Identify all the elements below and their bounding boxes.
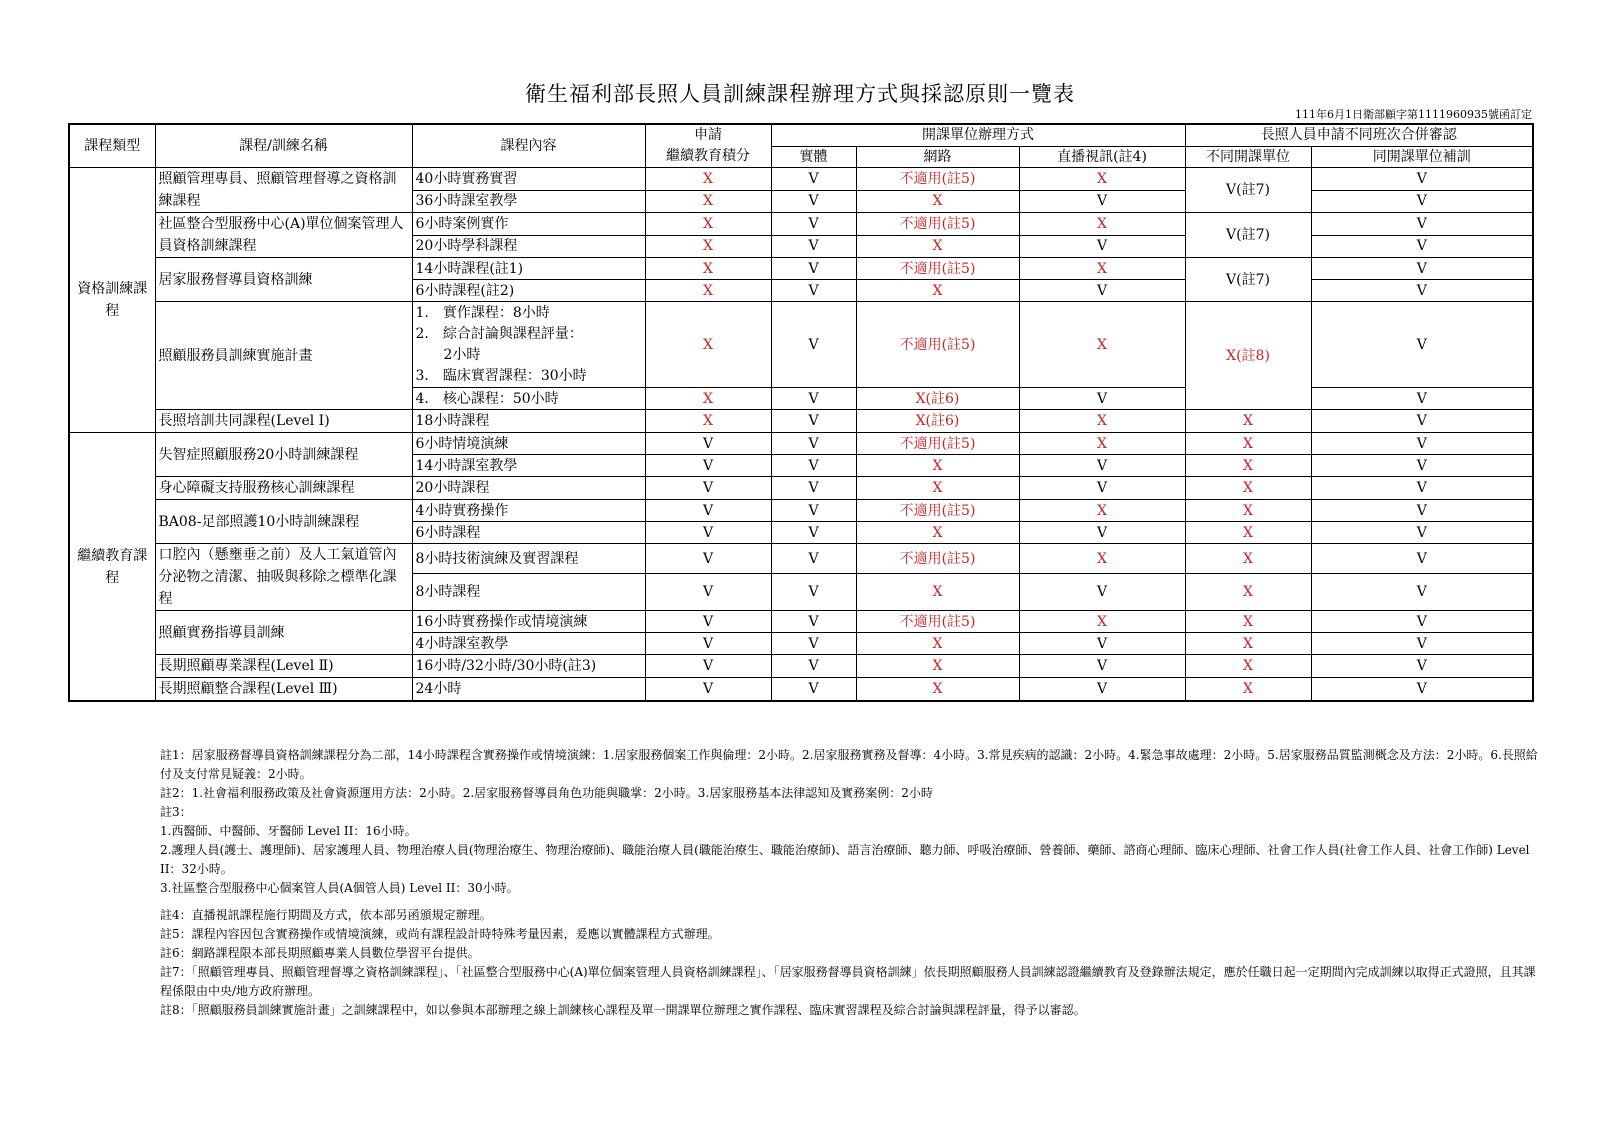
credit-mark: X bbox=[645, 410, 771, 433]
physical-mark: V bbox=[771, 477, 856, 500]
same-unit-mark: V bbox=[1311, 522, 1533, 544]
online-mark: 不適用(註5) bbox=[856, 611, 1019, 633]
same-unit-mark: V bbox=[1311, 388, 1533, 410]
same-unit-mark: V bbox=[1311, 500, 1533, 522]
live-mark: V bbox=[1019, 678, 1185, 702]
online-mark: 不適用(註5) bbox=[856, 213, 1019, 236]
footnote: 3.社區整合型服務中心個案管人員(A個管人員) Level II：30小時。 bbox=[160, 881, 519, 895]
physical-mark: V bbox=[771, 280, 856, 302]
diff-unit-mark: X bbox=[1185, 655, 1311, 678]
credit-mark: V bbox=[645, 433, 771, 455]
diff-unit-mark: V(註7) bbox=[1185, 258, 1311, 302]
credit-mark: V bbox=[645, 678, 771, 702]
course-name: 居家服務督導員資格訓練 bbox=[155, 258, 412, 302]
live-mark: X bbox=[1019, 410, 1185, 433]
credit-mark: V bbox=[645, 574, 771, 611]
same-unit-mark: V bbox=[1311, 258, 1533, 280]
same-unit-mark: V bbox=[1311, 655, 1533, 678]
same-unit-mark: V bbox=[1311, 477, 1533, 500]
live-mark: V bbox=[1019, 655, 1185, 678]
diff-unit-mark: X bbox=[1185, 455, 1311, 477]
course-content: 14小時課室教學 bbox=[412, 455, 645, 477]
table-row bbox=[69, 477, 1533, 500]
online-mark: X bbox=[856, 574, 1019, 611]
online-mark: X bbox=[856, 190, 1019, 213]
credit-mark: X bbox=[645, 280, 771, 302]
table-row bbox=[69, 544, 1533, 574]
course-name: 長期照顧整合課程(Level Ⅲ) bbox=[155, 678, 412, 702]
diff-unit-mark: V(註7) bbox=[1185, 168, 1311, 213]
table-row bbox=[69, 410, 1533, 433]
live-mark: X bbox=[1019, 544, 1185, 574]
diff-unit-mark: X bbox=[1185, 522, 1311, 544]
table-row bbox=[69, 500, 1533, 522]
same-unit-mark: V bbox=[1311, 302, 1533, 388]
diff-unit-mark: X bbox=[1185, 611, 1311, 633]
same-unit-mark: V bbox=[1311, 190, 1533, 213]
course-content: 14小時課程(註1) bbox=[412, 258, 645, 280]
physical-mark: V bbox=[771, 190, 856, 213]
same-unit-mark: V bbox=[1311, 235, 1533, 258]
credit-mark: V bbox=[645, 544, 771, 574]
header-diff-unit: 不同開課單位 bbox=[1185, 146, 1311, 167]
online-mark: X bbox=[856, 235, 1019, 258]
table-row bbox=[69, 258, 1533, 280]
course-content: 6小時課程 bbox=[412, 522, 645, 544]
online-mark: 不適用(註5) bbox=[856, 258, 1019, 280]
same-unit-mark: V bbox=[1311, 280, 1533, 302]
category-cell bbox=[69, 168, 155, 433]
same-unit-mark: V bbox=[1311, 168, 1533, 191]
diff-unit-mark: X bbox=[1185, 410, 1311, 433]
page-title: 衛生福利部長照人員訓練課程辦理方式與採認原則一覽表 bbox=[525, 82, 1075, 106]
course-content: 8小時技術演練及實習課程 bbox=[412, 544, 645, 574]
physical-mark: V bbox=[771, 235, 856, 258]
live-mark: V bbox=[1019, 455, 1185, 477]
header-category: 課程類型 bbox=[69, 124, 155, 168]
content-line: 3. 臨床實習課程：30小時 bbox=[415, 367, 587, 384]
physical-mark: V bbox=[771, 500, 856, 522]
header-content: 課程內容 bbox=[412, 124, 645, 168]
diff-unit-mark: X bbox=[1185, 500, 1311, 522]
table-row bbox=[69, 655, 1533, 678]
course-content: 4. 核心課程：50小時 bbox=[412, 388, 645, 410]
online-mark: X bbox=[856, 633, 1019, 655]
live-mark: X bbox=[1019, 213, 1185, 236]
credit-mark: X bbox=[645, 302, 771, 388]
physical-mark: V bbox=[771, 213, 856, 236]
category-cell bbox=[69, 433, 155, 702]
diff-unit-mark: X bbox=[1185, 544, 1311, 574]
course-name: 社區整合型服務中心(A)單位個案管理人員資格訓練課程 bbox=[155, 213, 412, 258]
same-unit-mark: V bbox=[1311, 678, 1533, 702]
course-content: 20小時學科課程 bbox=[412, 235, 645, 258]
diff-unit-mark: X bbox=[1185, 633, 1311, 655]
decree-reference: 111年6月1日衛部顧字第1111960935號函訂定 bbox=[1295, 108, 1532, 121]
live-mark: V bbox=[1019, 388, 1185, 410]
table-row bbox=[69, 611, 1533, 633]
category-label: 資格訓練課程 bbox=[77, 281, 148, 319]
diff-unit-mark: X bbox=[1185, 678, 1311, 702]
header-credit-line2: 繼續教育積分 bbox=[666, 148, 750, 164]
live-mark: V bbox=[1019, 280, 1185, 302]
table-row bbox=[69, 433, 1533, 455]
physical-mark: V bbox=[771, 388, 856, 410]
live-mark: V bbox=[1019, 522, 1185, 544]
credit-mark: X bbox=[645, 258, 771, 280]
course-name: 照顧服務員訓練實施計畫 bbox=[155, 302, 412, 410]
footnotes bbox=[160, 746, 1540, 1020]
live-mark: V bbox=[1019, 477, 1185, 500]
course-content: 6小時課程(註2) bbox=[412, 280, 645, 302]
course-content: 4小時課室教學 bbox=[412, 633, 645, 655]
online-mark: X bbox=[856, 280, 1019, 302]
footnote: 註1：居家服務督導員資格訓練課程分為二部，14小時課程含實務操作或情境演練：1.居家服務個案工作與倫理：2小時。2.居家服務實務及督導：4小時。3.常見疾病的認識：2小時。4.緊急事故處理：2小時。5.居家服務品質監測概念及方法：2小時。6.長照給付及支付常見疑義：2小時。 bbox=[160, 748, 1538, 781]
category-label: 繼續教育課程 bbox=[77, 547, 148, 586]
content-line: 2小時 bbox=[415, 346, 481, 363]
diff-unit-mark: X bbox=[1185, 477, 1311, 500]
diff-unit-mark: X bbox=[1185, 574, 1311, 611]
credit-mark: X bbox=[645, 235, 771, 258]
course-content: 40小時實務實習 bbox=[412, 168, 645, 191]
credit-mark: V bbox=[645, 522, 771, 544]
online-mark: X(註6) bbox=[856, 410, 1019, 433]
same-unit-mark: V bbox=[1311, 455, 1533, 477]
same-unit-mark: V bbox=[1311, 574, 1533, 611]
course-name: 照顧管理專員、照顧管理督導之資格訓練課程 bbox=[155, 168, 412, 213]
physical-mark: V bbox=[771, 433, 856, 455]
footnote: 註7：「照顧管理專員、照顧管理督導之資格訓練課程」、「社區整合型服務中心(A)單位個案管理人員資格訓練課程」、「居家服務督導員資格訓練」依長期照顧服務人員訓練認證繼續教育及登錄辦法規定，應於任職日起一定期間內完成訓練以取得正式證照，且其課程係限由中央/地方政府辦理。 bbox=[160, 965, 1536, 998]
header-row-1 bbox=[69, 124, 1533, 146]
course-content: 8小時課程 bbox=[412, 574, 645, 611]
online-mark: X bbox=[856, 455, 1019, 477]
live-mark: X bbox=[1019, 500, 1185, 522]
live-mark: X bbox=[1019, 611, 1185, 633]
course-name: 長期照顧專業課程(Level Ⅱ) bbox=[155, 655, 412, 678]
live-mark: X bbox=[1019, 168, 1185, 191]
live-mark: V bbox=[1019, 633, 1185, 655]
content-line: 1. 實作課程：8小時 bbox=[415, 304, 550, 321]
course-content bbox=[412, 302, 645, 388]
live-mark: V bbox=[1019, 574, 1185, 611]
header-credit-line1: 申請 bbox=[694, 127, 722, 143]
course-content: 6小時情境演練 bbox=[412, 433, 645, 455]
header-same-unit: 同開課單位補訓 bbox=[1311, 146, 1533, 167]
footnote: 1.西醫師、中醫師、牙醫師 Level II：16小時。 bbox=[160, 824, 417, 838]
course-content: 24小時 bbox=[412, 678, 645, 702]
physical-mark: V bbox=[771, 258, 856, 280]
header-mode-group: 開課單位辦理方式 bbox=[771, 124, 1185, 146]
credit-mark: X bbox=[645, 388, 771, 410]
physical-mark: V bbox=[771, 522, 856, 544]
physical-mark: V bbox=[771, 302, 856, 388]
physical-mark: V bbox=[771, 678, 856, 702]
header-physical: 實體 bbox=[771, 146, 856, 167]
footnote: 2.護理人員(護士、護理師)、居家護理人員、物理治療人員(物理治療生、物理治療師)、職能治療人員(職能治療生、職能治療師)、語言治療師、聽力師、呼吸治療師、營養師、藥師、諮商心理師、臨床心理師、社會工作人員(社會工作人員、社會工作師) Level II：32小時。 bbox=[160, 843, 1530, 876]
credit-mark: V bbox=[645, 611, 771, 633]
credit-mark: V bbox=[645, 655, 771, 678]
note-gap bbox=[160, 898, 1540, 906]
credit-mark: X bbox=[645, 190, 771, 213]
footnote: 註5：課程內容因包含實務操作或情境演練，或尚有課程設計時特殊考量因素，爰應以實體課程方式辦理。 bbox=[160, 927, 720, 941]
physical-mark: V bbox=[771, 410, 856, 433]
course-content: 16小時/32小時/30小時(註3) bbox=[412, 655, 645, 678]
online-mark: 不適用(註5) bbox=[856, 302, 1019, 388]
same-unit-mark: V bbox=[1311, 544, 1533, 574]
online-mark: X bbox=[856, 522, 1019, 544]
credit-mark: V bbox=[645, 633, 771, 655]
physical-mark: V bbox=[771, 611, 856, 633]
physical-mark: V bbox=[771, 168, 856, 191]
credit-mark: X bbox=[645, 213, 771, 236]
credit-mark: V bbox=[645, 455, 771, 477]
physical-mark: V bbox=[771, 544, 856, 574]
course-content: 16小時實務操作或情境演練 bbox=[412, 611, 645, 633]
diff-unit-mark: X(註8) bbox=[1185, 302, 1311, 410]
course-content: 4小時實務操作 bbox=[412, 500, 645, 522]
course-name: 身心障礙支持服務核心訓練課程 bbox=[155, 477, 412, 500]
same-unit-mark: V bbox=[1311, 611, 1533, 633]
course-name: 失智症照顧服務20小時訓練課程 bbox=[155, 433, 412, 477]
course-content: 18小時課程 bbox=[412, 410, 645, 433]
course-name: 照顧實務指導員訓練 bbox=[155, 611, 412, 655]
online-mark: 不適用(註5) bbox=[856, 168, 1019, 191]
header-credit bbox=[645, 124, 771, 168]
footnote: 註8：「照顧服務員訓練實施計畫」之訓練課程中，如以參與本部辦理之線上訓練核心課程及單一開課單位辦理之實作課程、臨床實習課程及綜合討論與課程評量，得予以審認。 bbox=[160, 1003, 1086, 1017]
same-unit-mark: V bbox=[1311, 410, 1533, 433]
physical-mark: V bbox=[771, 455, 856, 477]
live-mark: V bbox=[1019, 235, 1185, 258]
footnote: 註2：1.社會福利服務政策及社會資源運用方法：2小時。2.居家服務督導員角色功能與職掌：2小時。3.居家服務基本法律認知及實務案例：2小時 bbox=[160, 786, 933, 800]
course-content: 20小時課程 bbox=[412, 477, 645, 500]
physical-mark: V bbox=[771, 655, 856, 678]
online-mark: 不適用(註5) bbox=[856, 544, 1019, 574]
online-mark: X bbox=[856, 655, 1019, 678]
online-mark: X bbox=[856, 477, 1019, 500]
course-name: 長照培訓共同課程(Level Ⅰ) bbox=[155, 410, 412, 433]
physical-mark: V bbox=[771, 633, 856, 655]
online-mark: 不適用(註5) bbox=[856, 433, 1019, 455]
live-mark: X bbox=[1019, 433, 1185, 455]
same-unit-mark: V bbox=[1311, 213, 1533, 236]
same-unit-mark: V bbox=[1311, 633, 1533, 655]
table-row bbox=[69, 213, 1533, 236]
header-merge-group: 長照人員申請不同班次合併審認 bbox=[1185, 124, 1533, 146]
credit-mark: V bbox=[645, 500, 771, 522]
header-course: 課程/訓練名稱 bbox=[155, 124, 412, 168]
course-name: 口腔內（懸壅垂之前）及人工氣道管內分泌物之清潔、抽吸與移除之標準化課程 bbox=[155, 544, 412, 611]
footnote: 註4：直播視訊課程施行期間及方式，依本部另函頒規定辦理。 bbox=[160, 908, 492, 922]
header-live: 直播視訊(註4) bbox=[1019, 146, 1185, 167]
table-row bbox=[69, 302, 1533, 388]
table-row bbox=[69, 168, 1533, 191]
same-unit-mark: V bbox=[1311, 433, 1533, 455]
online-mark: 不適用(註5) bbox=[856, 500, 1019, 522]
credit-mark: V bbox=[645, 477, 771, 500]
credit-mark: X bbox=[645, 168, 771, 191]
course-content: 6小時案例實作 bbox=[412, 213, 645, 236]
course-content: 36小時課室教學 bbox=[412, 190, 645, 213]
footnote: 註3： bbox=[160, 805, 192, 819]
online-mark: X(註6) bbox=[856, 388, 1019, 410]
course-name: BA08-足部照護10小時訓練課程 bbox=[155, 500, 412, 544]
content-line: 2. 綜合討論與課程評量： bbox=[415, 325, 583, 342]
course-table bbox=[68, 123, 1534, 702]
table-row bbox=[69, 678, 1533, 702]
online-mark: X bbox=[856, 678, 1019, 702]
footnote: 註6：網路課程限本部長期照顧專業人員數位學習平台提供。 bbox=[160, 946, 480, 960]
diff-unit-mark: X bbox=[1185, 433, 1311, 455]
physical-mark: V bbox=[771, 574, 856, 611]
header-online: 網路 bbox=[856, 146, 1019, 167]
live-mark: V bbox=[1019, 190, 1185, 213]
diff-unit-mark: V(註7) bbox=[1185, 213, 1311, 258]
live-mark: X bbox=[1019, 258, 1185, 280]
live-mark: X bbox=[1019, 302, 1185, 388]
